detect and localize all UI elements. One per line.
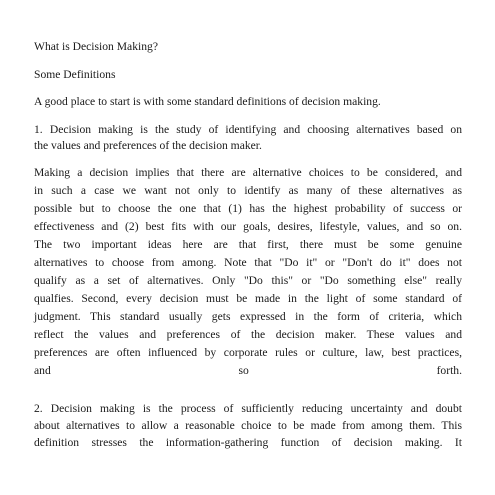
definition-2-line: 2. Decision making is the process of sufficiently reducing uncertainty and doubt — [34, 402, 462, 415]
definition-2-line: about alternatives to allow a reasonable choice to be made from among them. This — [34, 419, 462, 432]
document-title: What is Decision Making? — [34, 40, 158, 53]
definition-2-line: definition stresses the information-gathering function of decision making. It — [34, 436, 462, 449]
paragraph-line: Making a decision implies that there are alternative choices to be considered, and — [34, 166, 462, 179]
paragraph-line: alternatives to choose from among. Note that "Do it" or "Don't do it" does not — [34, 256, 462, 269]
section-heading: Some Definitions — [34, 68, 116, 81]
paragraph-line: in such a case we want not only to identify as many of these alternatives as — [34, 184, 462, 197]
paragraph-line: possible but to choose the one that (1) has the highest probability of success or — [34, 202, 462, 215]
paragraph-line: effectiveness and (2) best fits with our goals, desires, lifestyle, values, and so on. — [34, 220, 462, 233]
paragraph-line: qualfies. Second, every decision must be made in the light of some standard of — [34, 292, 462, 305]
intro-text: A good place to start is with some standard definitions of decision making. — [34, 95, 381, 108]
paragraph-line: reflect the values and preferences of the decision maker. These values and — [34, 328, 462, 341]
definition-1-line: 1. Decision making is the study of identifying and choosing alternatives based on — [34, 123, 462, 136]
paragraph-line: and so forth. — [34, 364, 462, 377]
paragraph-line: preferences are often influenced by corporate rules or culture, law, best practices, — [34, 346, 462, 359]
paragraph-line: The two important ideas here are that first, there must be some genuine — [34, 238, 462, 251]
definition-1-line: the values and preferences of the decision maker. — [34, 139, 262, 152]
paragraph-line: qualify as a set of alternatives. Only "Do this" or "Do something else" really — [34, 274, 462, 287]
paragraph-line: judgment. This standard usually gets expressed in the form of criteria, which — [34, 310, 462, 323]
